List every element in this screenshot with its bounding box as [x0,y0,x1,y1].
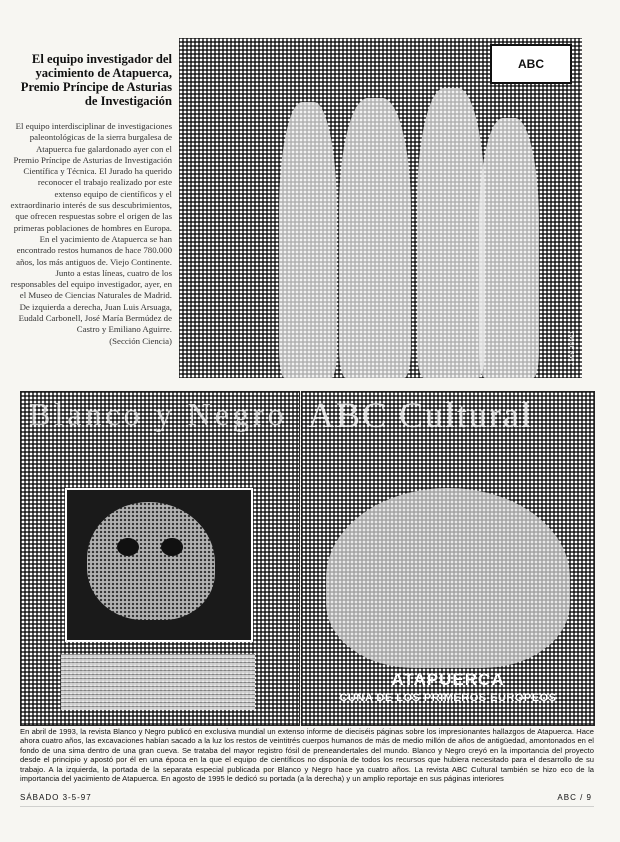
person-figure [339,98,411,378]
skull-image [326,488,570,668]
section-tag: ABC [490,44,572,84]
photo-credit: J.M.B. ISMO [570,331,576,366]
person-figure [479,118,539,378]
article-headline: El equipo investigador del yacimiento de Atapuerca, Premio Príncipe de Asturias de Investigación [20,52,172,108]
caption-text: En abril de 1993, la revista Blanco y Negro publicó en exclusiva mundial un extenso informe de dieciséis páginas sobre los impresionantes hallazgos de Atapuerca. Hace ahora cuatro años, las excavaciones habían sacado a la luz los restos de veintitrés cuerpos humanos de más de medio millón de años de antigüedad, amontonados en el fondo de una sima dentro de una gran cueva. Se trataba del mayor registro fósil de preneandertales del mundo. Blanco y Negro creyó en la importancia del proyecto desde el principio y apostó por él en una época en la que el equipo de científicos no disponía de todos los recursos que hubiera necesitado para el desarrollo de su trabajo. A la izquierda, la portada de la separata especial publicada por Blanco y Negro hace ya cuatro años. La revista ABC Cultural también se hizo eco de la importancia del yacimiento de Atapuerca. En agosto de 1995 le dedicó su portada (a la derecha) y un amplio reportaje en sus páginas interiores [20,727,594,784]
cover-title: ATAPUERCA [391,670,505,689]
skull-photo [65,488,253,642]
person-figure [417,88,485,378]
footer-rule [20,806,594,807]
magazine-cover-left [20,391,300,726]
cover-caption-block [61,654,255,710]
bottom-caption [20,727,594,783]
footer-page: ABC / 9 [557,793,592,802]
magazine-masthead: Blanco y Negro [29,396,288,432]
article-body [10,121,172,347]
magazine-masthead: ABC Cultural [308,395,534,434]
footer-date: SÁBADO 3-5-97 [20,793,92,802]
cover-subtitle: CUNA DE LOS PRIMEROS EUROPEOS [339,692,557,704]
eye-socket [117,538,139,556]
article-section: (Sección Ciencia) [109,335,172,346]
main-photo [179,38,582,378]
eye-socket [161,538,183,556]
skull-image [87,502,215,620]
magazine-cover-right [301,391,595,726]
article-body-text: El equipo interdisciplinar de investigaciones paleontológicas de la sierra burgalesa de Atapuerca fue galardonado ayer con el Premio Príncipe de Asturias de Investigación Científica y Técnica. El Jurado ha querido reconocer el trabajo realizado por este extenso equipo de científicos y el extraordinario interés de sus descubrimientos, que ofrecen respuestas sobre el origen de las primeras poblaciones de hombres en Europa. En el yacimiento de Atapuerca se han encontrado restos humanos de hace 780.000 años, los más antiguos de. Viejo Continente. Junto a estas líneas, cuatro de los responsables del equipo investigador, ayer, en el Museo de Ciencias Naturales de Madrid. De izquierda a derecha, Juan Luis Arsuaga, Eudald Carbonell, José María Bermúdez de Castro y Emiliano Aguirre. [10,121,172,335]
person-figure [279,102,337,378]
